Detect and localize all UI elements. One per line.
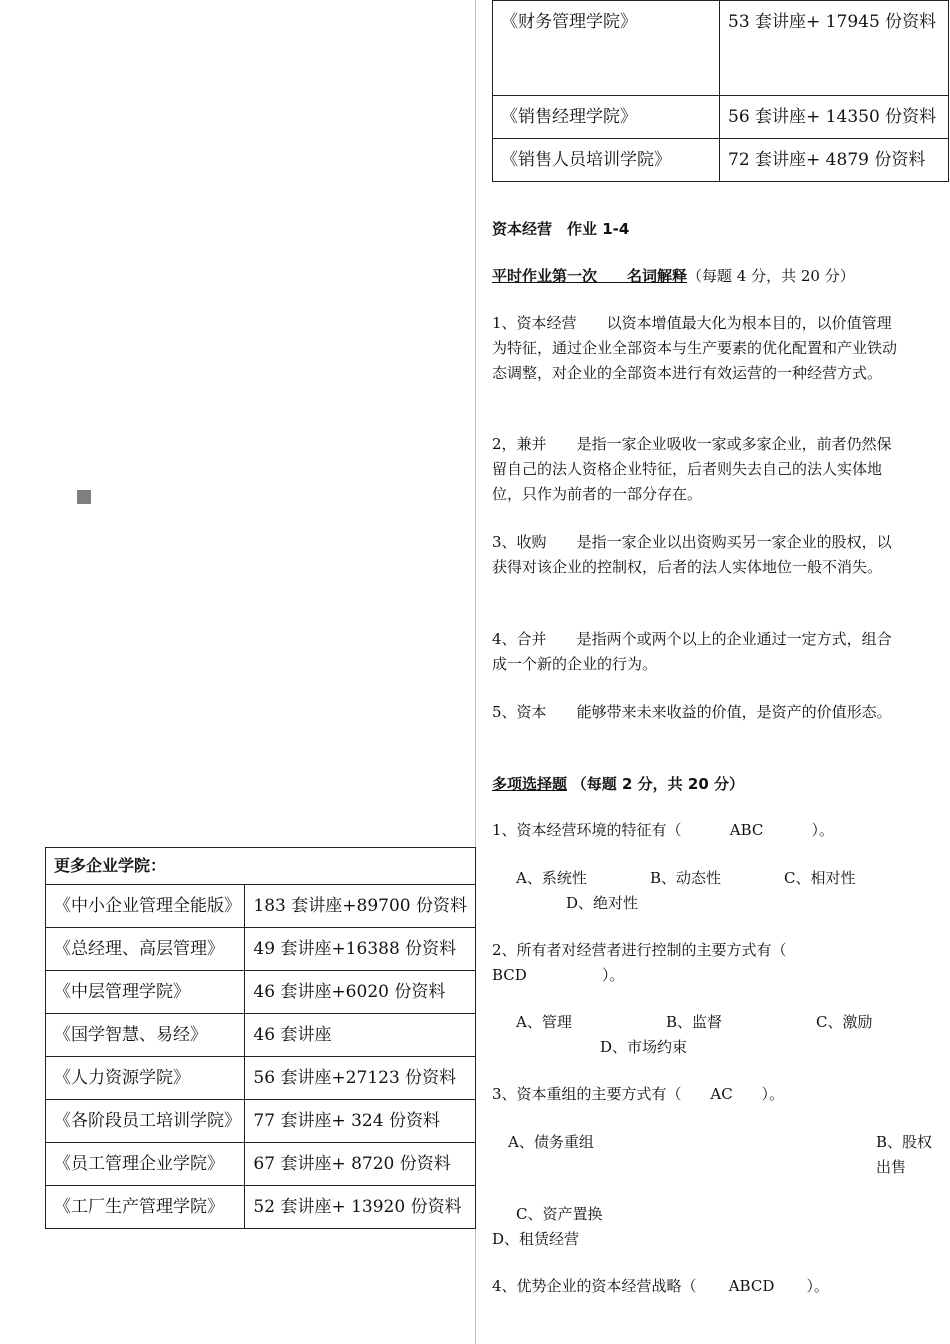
academy-name: 《各阶段员工培训学院》 (46, 1100, 245, 1143)
option-a: A、管理 (516, 1013, 572, 1031)
academy-value: 183 套讲座+89700 份资料 (245, 885, 476, 928)
top-academy-table (492, 0, 949, 182)
question-answer: AC (710, 1085, 733, 1103)
question-end: ）。 (811, 821, 835, 839)
table-row (46, 1100, 476, 1143)
table-row (46, 971, 476, 1014)
academy-value: 49 套讲座+16388 份资料 (245, 928, 476, 971)
question-2-options (492, 1010, 902, 1035)
definition-term: 5、资本 (492, 703, 547, 721)
question-1-options (492, 866, 902, 891)
academy-name: 《人力资源学院》 (46, 1057, 245, 1100)
academy-value: 46 套讲座 (245, 1014, 476, 1057)
academy-name: 《财务管理学院》 (493, 1, 720, 96)
definition-text: 是指两个或两个以上的企业通过一定方式，组合成一个新的企业的行为。 (492, 630, 892, 673)
definition-text: 以资本增值最大化为根本目的，以价值管理为特征，通过企业全部资本与生产要素的优化配置和产业铁动态调整，对企业的全部资本进行有效运营的一种经营方式。 (492, 314, 898, 382)
option-a: A、债务重组 (508, 1133, 594, 1151)
definition-item (492, 530, 902, 580)
academy-name: 《销售经理学院》 (493, 96, 720, 139)
question-4 (492, 1274, 902, 1299)
academy-name: 《销售人员培训学院》 (493, 139, 720, 182)
table-row (46, 1057, 476, 1100)
academy-value: 72 套讲座+ 4879 份资料 (720, 139, 949, 182)
academy-name: 《工厂生产管理学院》 (46, 1186, 245, 1229)
definition-text: 能够带来未来收益的价值，是资产的价值形态。 (576, 703, 892, 721)
option-a: A、系统性 (516, 869, 587, 887)
table-row (46, 1143, 476, 1186)
section-1-title: 平时作业第一次 名词解释 (492, 267, 688, 285)
question-stem: 2、所有者对经营者进行控制的主要方式有（ (492, 941, 787, 959)
table-header-row (46, 848, 476, 885)
academy-name: 《总经理、高层管理》 (46, 928, 245, 971)
academy-value: 53 套讲座+ 17945 份资料 (720, 1, 949, 96)
question-stem: 4、优势企业的资本经营战略（ (492, 1277, 697, 1295)
table-row (46, 928, 476, 971)
table-row (46, 1186, 476, 1229)
academy-name: 《中小企业管理全能版》 (46, 885, 245, 928)
definition-item (492, 432, 902, 507)
definition-term: 4、合并 (492, 630, 547, 648)
academy-name: 《中层管理学院》 (46, 971, 245, 1014)
question-answer: ABCD (728, 1277, 775, 1295)
academy-value: 56 套讲座+ 14350 份资料 (720, 96, 949, 139)
more-academy-table (45, 847, 476, 1229)
definition-term: 1、资本经营 (492, 314, 577, 332)
question-answer: BCD (492, 966, 527, 984)
academy-value: 77 套讲座+ 324 份资料 (245, 1100, 476, 1143)
question-answer: ABC (729, 821, 764, 839)
academy-value: 67 套讲座+ 8720 份资料 (245, 1143, 476, 1186)
square-bullet-icon (77, 490, 91, 504)
question-stem: 3、资本重组的主要方式有（ (492, 1085, 682, 1103)
option-c: C、相对性 (784, 869, 856, 887)
definition-term: 3、收购 (492, 533, 547, 551)
question-3 (492, 1082, 902, 1107)
section-1-heading (492, 264, 902, 289)
table-row (46, 1014, 476, 1057)
table-row (46, 885, 476, 928)
section-2-title: 多项选择题 (492, 775, 568, 793)
question-end: ）。 (761, 1085, 785, 1103)
option-b: B、股权出售 (876, 1133, 933, 1176)
table-row (493, 1, 949, 96)
academy-name: 《国学智慧、易经》 (46, 1014, 245, 1057)
option-d: D、市场约束 (600, 1038, 688, 1056)
definition-text: 是指一家企业吸收一家或多家企业，前者仍然保留自己的法人资格企业特征，后者则失去自己的法人实体地位，只作为前者的一部分存在。 (492, 435, 892, 503)
option-c: C、激励 (816, 1013, 873, 1031)
question-1 (492, 818, 902, 843)
question-end: ）。 (806, 1277, 830, 1295)
doc-title: 资本经营 作业 1-4 (492, 220, 630, 238)
question-2 (492, 938, 902, 988)
definition-item (492, 627, 902, 677)
option-c: C、资产置换 (516, 1205, 603, 1223)
option-d: D、租赁经营 (492, 1230, 580, 1248)
option-b: B、监督 (666, 1013, 723, 1031)
definition-term: 2，兼并 (492, 435, 547, 453)
academy-name: 《员工管理企业学院》 (46, 1143, 245, 1186)
table-row (493, 139, 949, 182)
academy-value: 52 套讲座+ 13920 份资料 (245, 1186, 476, 1229)
section-1-note: （每题 4 分，共 20 分） (687, 267, 855, 285)
question-stem: 1、资本经营环境的特征有（ (492, 821, 682, 839)
definition-item (492, 700, 902, 725)
table-header: 更多企业学院： (46, 848, 476, 885)
definition-item (492, 311, 902, 386)
academy-value: 46 套讲座+6020 份资料 (245, 971, 476, 1014)
academy-value: 56 套讲座+27123 份资料 (245, 1057, 476, 1100)
definition-text: 是指一家企业以出资购买另一家企业的股权，以获得对该企业的控制权，后者的法人实体地位一般不消失。 (492, 533, 892, 576)
option-d: D、绝对性 (566, 894, 639, 912)
option-b: B、动态性 (650, 869, 722, 887)
section-2-heading (492, 772, 902, 797)
section-2-note: （每题 2 分，共 20 分） (571, 775, 744, 793)
table-row (493, 96, 949, 139)
question-end: ）。 (602, 966, 625, 984)
